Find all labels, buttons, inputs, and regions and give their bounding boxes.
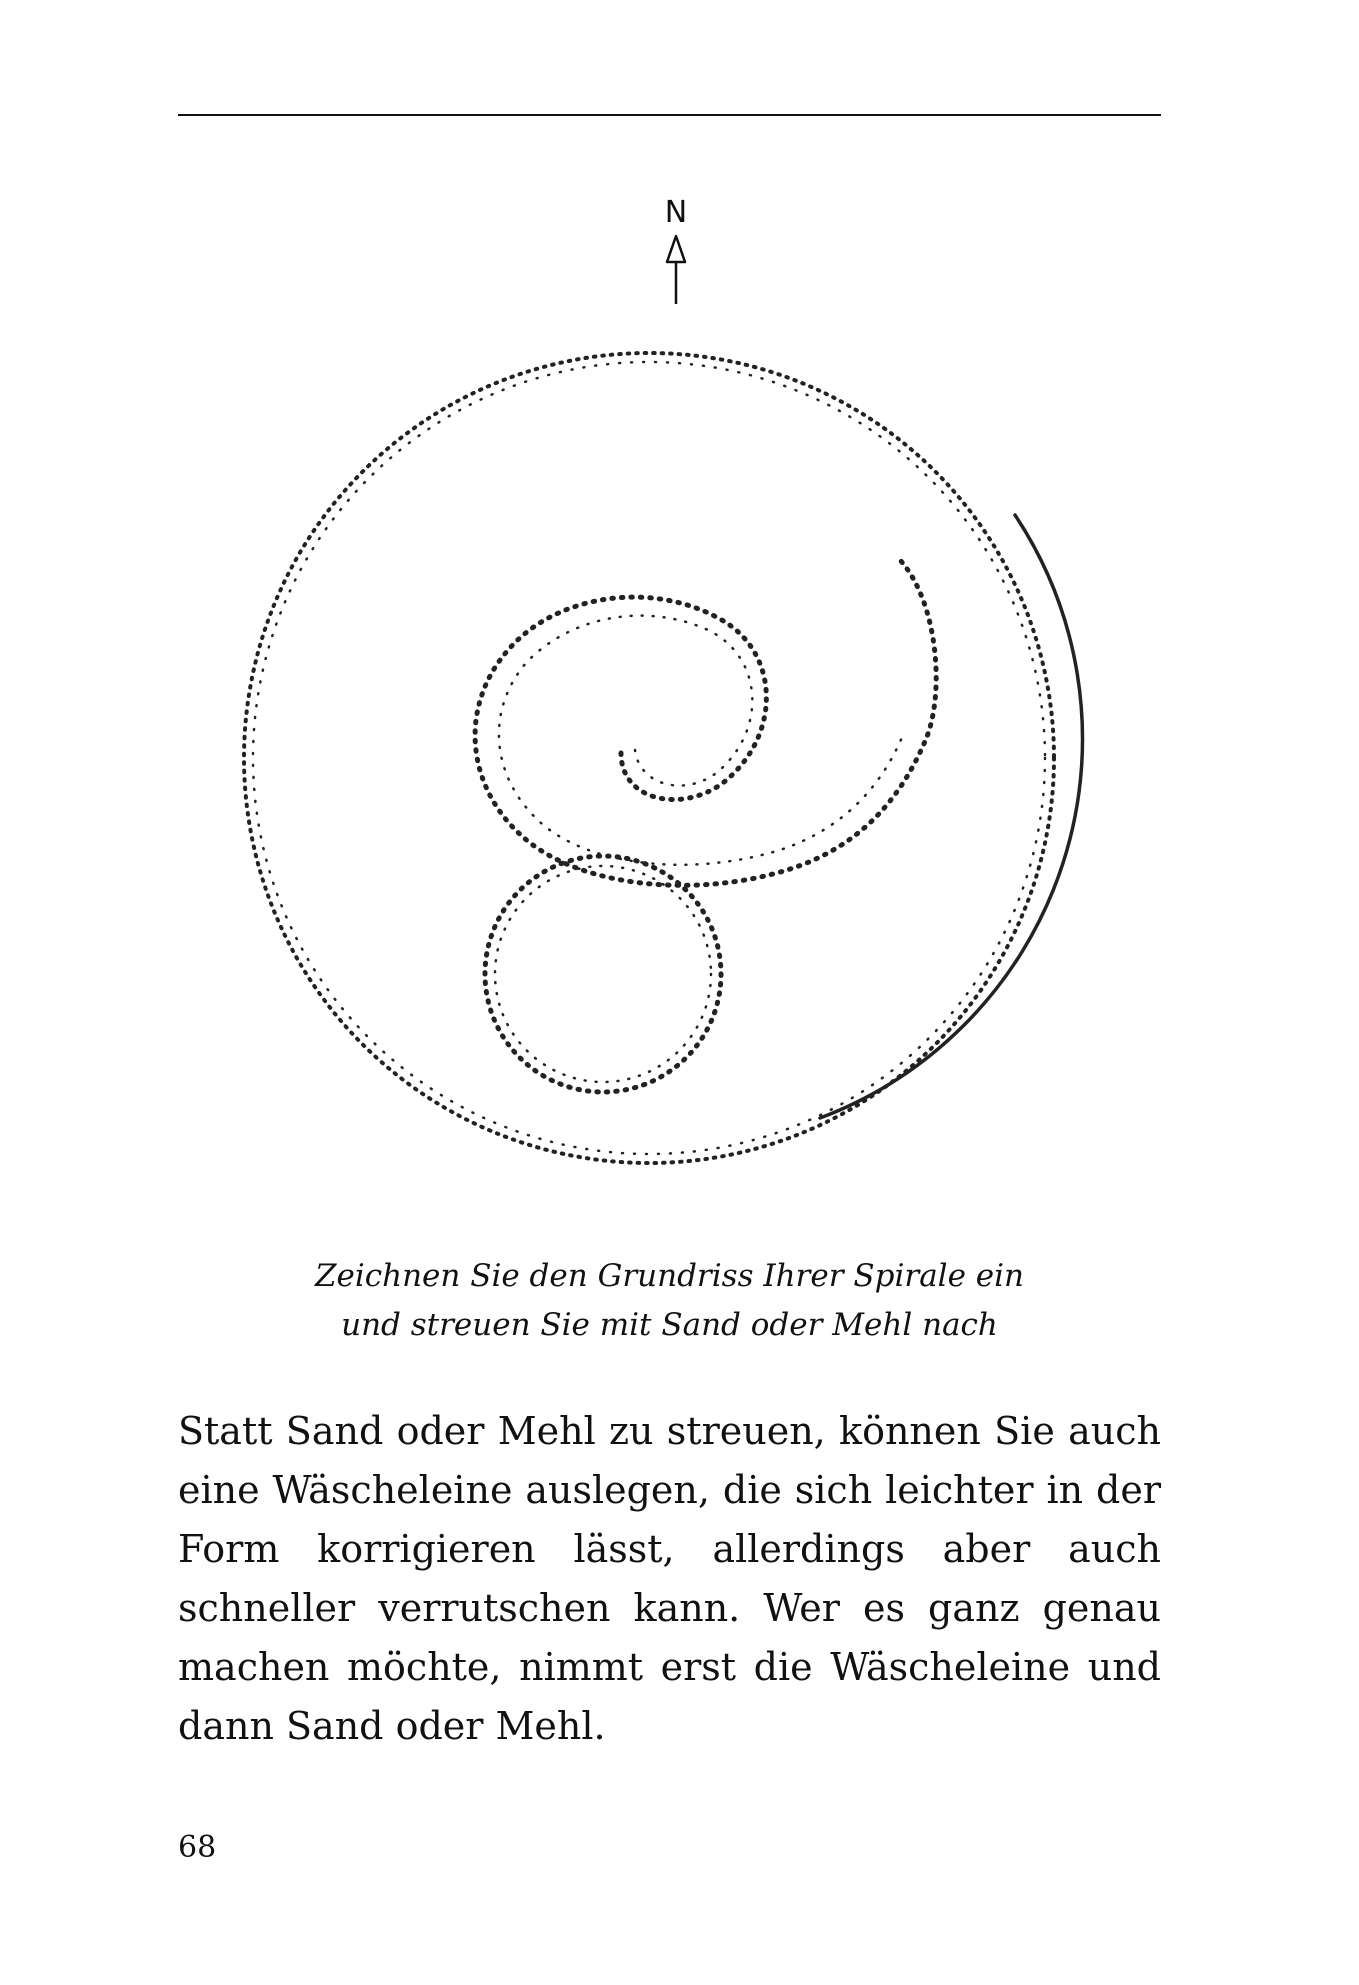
small-circle (485, 856, 721, 1092)
north-label: N (664, 195, 688, 230)
figure-caption (178, 1252, 1161, 1350)
outer-arc-heavy (820, 515, 1083, 1118)
north-arrow-icon (646, 232, 706, 308)
body-paragraph: Statt Sand oder Mehl zu streuen, können Sie auch eine Wäscheleine auslegen, die sich leichter in der Form korrigieren lässt, allerdings aber auch schneller verrutschen kann. Wer es ganz genau machen möchte, nimmt erst die Wäscheleine und dann Sand oder Mehl. (178, 1409, 1161, 1748)
caption-line-2: und streuen Sie mit Sand oder Mehl nach (341, 1307, 998, 1343)
page-number: 68 (178, 1830, 217, 1865)
outer-circle (244, 353, 1054, 1163)
header-rule (178, 114, 1161, 116)
spiral-path-inner-dots (499, 616, 903, 865)
caption-line-1: Zeichnen Sie den Grundriss Ihrer Spirale ein (314, 1258, 1025, 1294)
north-arrow (646, 196, 706, 308)
spiral-path (475, 560, 936, 885)
outer-circle-inner-dots (253, 362, 1045, 1154)
spiral-illustration (200, 350, 1100, 1210)
small-circle-inner-dots (495, 866, 711, 1082)
